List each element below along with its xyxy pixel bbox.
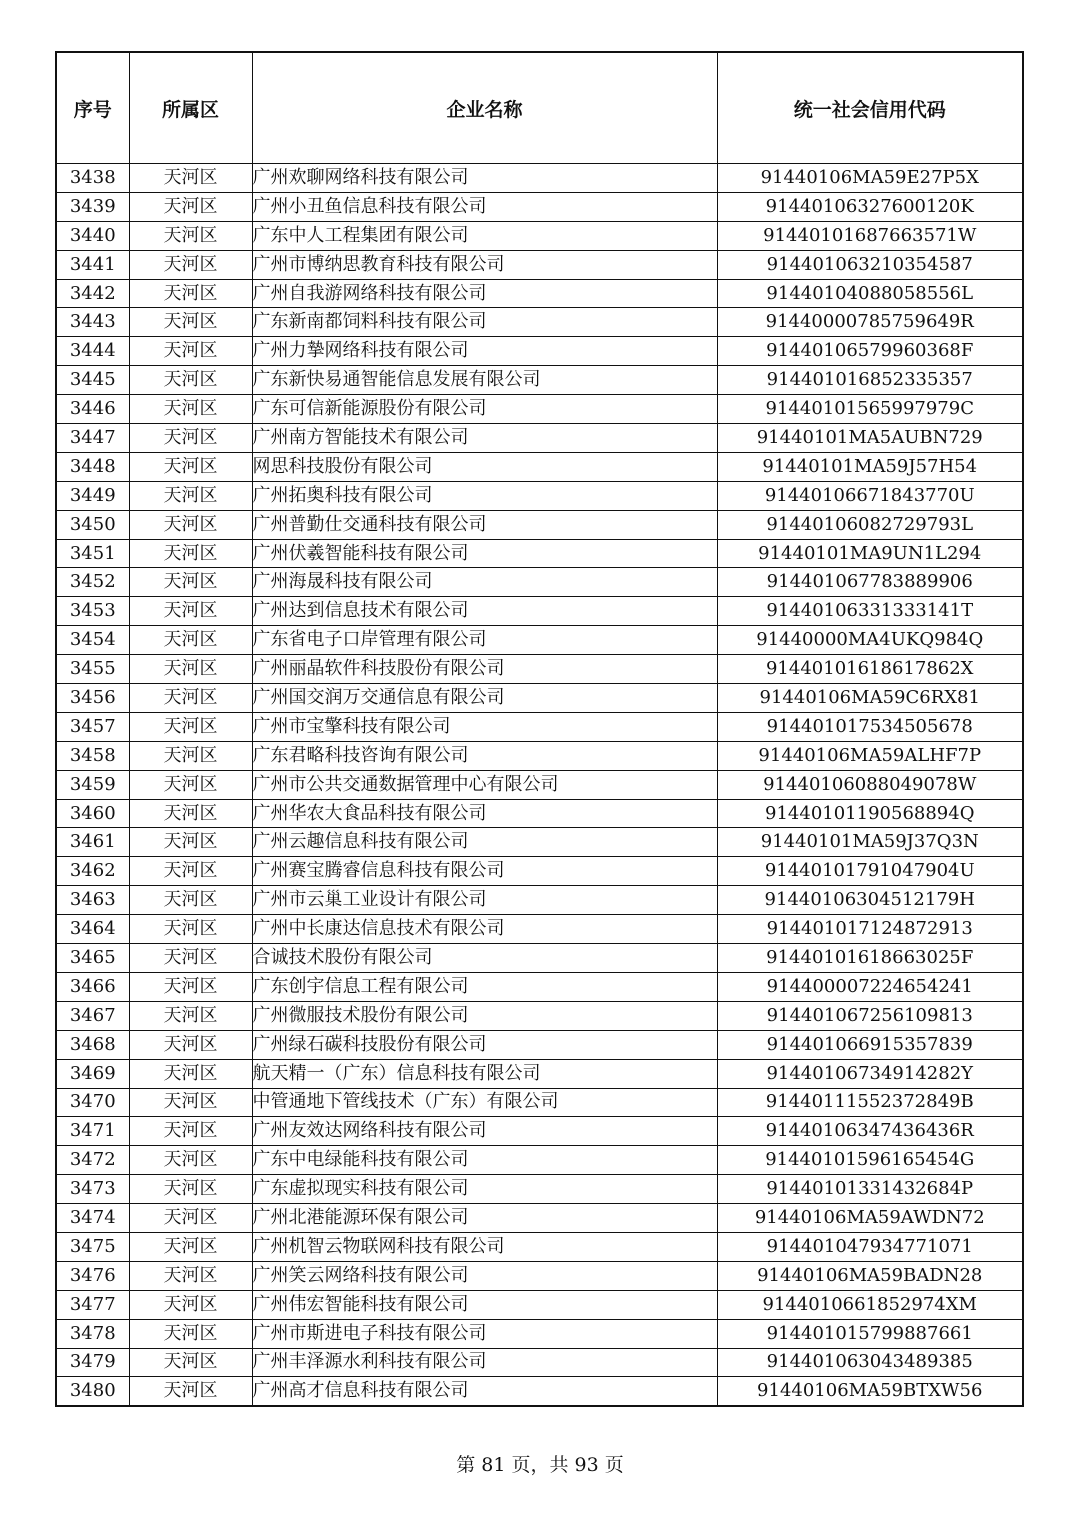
- cell-serial-number: 3470: [56, 1088, 129, 1117]
- cell-district: 天河区: [129, 1030, 252, 1059]
- cell-credit-code: 914401015799887661: [717, 1319, 1023, 1348]
- cell-credit-code: 91440101331432684P: [717, 1175, 1023, 1204]
- cell-district: 天河区: [129, 337, 252, 366]
- cell-company-name: 广州国交润万交通信息有限公司: [252, 684, 717, 713]
- cell-district: 天河区: [129, 1088, 252, 1117]
- table-row: [56, 972, 1023, 1001]
- cell-serial-number: 3449: [56, 481, 129, 510]
- cell-company-name: 广州市博纳思教育科技有限公司: [252, 250, 717, 279]
- cell-credit-code: 91440000785759649R: [717, 308, 1023, 337]
- cell-company-name: 广东中电绿能科技有限公司: [252, 1146, 717, 1175]
- header-company-name: 企业名称: [252, 52, 717, 164]
- table-row: [56, 510, 1023, 539]
- table-row: [56, 1377, 1023, 1406]
- cell-district: 天河区: [129, 972, 252, 1001]
- cell-company-name: 广东中人工程集团有限公司: [252, 221, 717, 250]
- table-row: [56, 626, 1023, 655]
- header-credit-code: 统一社会信用代码: [717, 52, 1023, 164]
- cell-company-name: 航天精一（广东）信息科技有限公司: [252, 1059, 717, 1088]
- cell-company-name: 广州力摯网络科技有限公司: [252, 337, 717, 366]
- cell-district: 天河区: [129, 424, 252, 453]
- cell-district: 天河区: [129, 597, 252, 626]
- table-row: [56, 1232, 1023, 1261]
- cell-company-name: 广州笑云网络科技有限公司: [252, 1261, 717, 1290]
- cell-district: 天河区: [129, 741, 252, 770]
- cell-credit-code: 91440111552372849B: [717, 1088, 1023, 1117]
- cell-serial-number: 3441: [56, 250, 129, 279]
- cell-company-name: 广州伏羲智能科技有限公司: [252, 539, 717, 568]
- cell-credit-code: 91440101791047904U: [717, 857, 1023, 886]
- cell-company-name: 广州自我游网络科技有限公司: [252, 279, 717, 308]
- table-row: [56, 857, 1023, 886]
- cell-company-name: 广东可信新能源股份有限公司: [252, 395, 717, 424]
- cell-company-name: 广州市斯进电子科技有限公司: [252, 1319, 717, 1348]
- cell-district: 天河区: [129, 886, 252, 915]
- cell-credit-code: 91440106321035458​7: [717, 250, 1023, 279]
- table-row: [56, 366, 1023, 395]
- table-row: [56, 1261, 1023, 1290]
- cell-serial-number: 3448: [56, 452, 129, 481]
- cell-serial-number: 3473: [56, 1175, 129, 1204]
- table-row: [56, 1088, 1023, 1117]
- cell-credit-code: 914401047934771071: [717, 1232, 1023, 1261]
- table-row: [56, 684, 1023, 713]
- table-row: [56, 1348, 1023, 1377]
- cell-serial-number: 3439: [56, 192, 129, 221]
- cell-company-name: 广州友效达网络科技有限公司: [252, 1117, 717, 1146]
- cell-credit-code: 91440101190568894Q: [717, 799, 1023, 828]
- cell-credit-code: 91440106082729793L: [717, 510, 1023, 539]
- cell-credit-code: 91440101596165454G: [717, 1146, 1023, 1175]
- cell-credit-code: 91440106671843770U: [717, 481, 1023, 510]
- cell-district: 天河区: [129, 1261, 252, 1290]
- cell-company-name: 广州拓奥科技有限公司: [252, 481, 717, 510]
- cell-serial-number: 3477: [56, 1290, 129, 1319]
- cell-credit-code: 91440106MA59C6RX81: [717, 684, 1023, 713]
- cell-company-name: 合诚技术股份有限公司: [252, 944, 717, 973]
- cell-serial-number: 3476: [56, 1261, 129, 1290]
- cell-district: 天河区: [129, 250, 252, 279]
- cell-credit-code: 91440106304512179H: [717, 886, 1023, 915]
- table-row: [56, 539, 1023, 568]
- cell-district: 天河区: [129, 366, 252, 395]
- table-row: [56, 1117, 1023, 1146]
- table-row: [56, 828, 1023, 857]
- table-row: [56, 337, 1023, 366]
- enterprise-table: [55, 51, 1024, 1407]
- cell-credit-code: 91440106MA59ALHF7P: [717, 741, 1023, 770]
- cell-district: 天河区: [129, 279, 252, 308]
- cell-serial-number: 3471: [56, 1117, 129, 1146]
- cell-district: 天河区: [129, 395, 252, 424]
- cell-district: 天河区: [129, 308, 252, 337]
- cell-district: 天河区: [129, 568, 252, 597]
- table-row: [56, 655, 1023, 684]
- cell-serial-number: 3440: [56, 221, 129, 250]
- cell-credit-code: 914401066915357839: [717, 1030, 1023, 1059]
- table-row: [56, 1290, 1023, 1319]
- table-row: [56, 597, 1023, 626]
- cell-serial-number: 3450: [56, 510, 129, 539]
- cell-district: 天河区: [129, 539, 252, 568]
- cell-company-name: 广东省电子口岸管理有限公司: [252, 626, 717, 655]
- cell-district: 天河区: [129, 1348, 252, 1377]
- table-row: [56, 1059, 1023, 1088]
- header-district: 所属区: [129, 52, 252, 164]
- cell-serial-number: 3455: [56, 655, 129, 684]
- cell-serial-number: 3451: [56, 539, 129, 568]
- cell-credit-code: 91440101MA5AUBN729: [717, 424, 1023, 453]
- table-row: [56, 308, 1023, 337]
- cell-serial-number: 3443: [56, 308, 129, 337]
- cell-credit-code: 91440106579960368F: [717, 337, 1023, 366]
- cell-company-name: 广州欢聊网络科技有限公司: [252, 164, 717, 193]
- table-row: [56, 1001, 1023, 1030]
- cell-company-name: 广东新南都饲料科技有限公司: [252, 308, 717, 337]
- table-row: [56, 741, 1023, 770]
- table-row: [56, 452, 1023, 481]
- cell-credit-code: 91440106MA59BADN28: [717, 1261, 1023, 1290]
- cell-serial-number: 3461: [56, 828, 129, 857]
- cell-serial-number: 3444: [56, 337, 129, 366]
- cell-credit-code: 914401063043489385: [717, 1348, 1023, 1377]
- cell-district: 天河区: [129, 944, 252, 973]
- cell-serial-number: 3456: [56, 684, 129, 713]
- cell-company-name: 广州中长康达信息技术有限公司: [252, 915, 717, 944]
- cell-company-name: 广州华农大食品科技有限公司: [252, 799, 717, 828]
- cell-serial-number: 3462: [56, 857, 129, 886]
- cell-serial-number: 3453: [56, 597, 129, 626]
- cell-credit-code: 91440106734914282Y: [717, 1059, 1023, 1088]
- cell-credit-code: 914401017124872913: [717, 915, 1023, 944]
- cell-serial-number: 3479: [56, 1348, 129, 1377]
- table-row: [56, 886, 1023, 915]
- cell-serial-number: 3478: [56, 1319, 129, 1348]
- cell-company-name: 广州丽晶软件科技股份有限公司: [252, 655, 717, 684]
- cell-company-name: 广州达到信息技术有限公司: [252, 597, 717, 626]
- cell-serial-number: 3459: [56, 770, 129, 799]
- cell-district: 天河区: [129, 164, 252, 193]
- cell-company-name: 广州海晟科技有限公司: [252, 568, 717, 597]
- cell-district: 天河区: [129, 915, 252, 944]
- cell-district: 天河区: [129, 1059, 252, 1088]
- cell-company-name: 广州微服技术股份有限公司: [252, 1001, 717, 1030]
- cell-serial-number: 3463: [56, 886, 129, 915]
- table-row: [56, 944, 1023, 973]
- cell-credit-code: 91440106MA59AWDN72: [717, 1204, 1023, 1233]
- cell-company-name: 广州普勤仕交通科技有限公司: [252, 510, 717, 539]
- header-serial-number: 序号: [56, 52, 129, 164]
- cell-company-name: 广州丰泽源水利科技有限公司: [252, 1348, 717, 1377]
- cell-company-name: 广州市云巢工业设计有限公司: [252, 886, 717, 915]
- cell-serial-number: 3458: [56, 741, 129, 770]
- cell-serial-number: 3447: [56, 424, 129, 453]
- cell-credit-code: 9144010661852974XM: [717, 1290, 1023, 1319]
- table-row: [56, 1030, 1023, 1059]
- cell-credit-code: 91440101MA9UN1L294: [717, 539, 1023, 568]
- cell-credit-code: 914401067783889906: [717, 568, 1023, 597]
- cell-credit-code: 91440106MA59BTXW56: [717, 1377, 1023, 1406]
- cell-company-name: 广东创宇信息工程有限公司: [252, 972, 717, 1001]
- cell-serial-number: 3452: [56, 568, 129, 597]
- cell-district: 天河区: [129, 1204, 252, 1233]
- cell-district: 天河区: [129, 1001, 252, 1030]
- cell-serial-number: 3474: [56, 1204, 129, 1233]
- cell-serial-number: 3457: [56, 712, 129, 741]
- cell-serial-number: 3454: [56, 626, 129, 655]
- table-row: [56, 915, 1023, 944]
- cell-credit-code: 914401067256109813: [717, 1001, 1023, 1030]
- cell-company-name: 网思科技股份有限公司: [252, 452, 717, 481]
- cell-company-name: 广州机智云物联网科技有限公司: [252, 1232, 717, 1261]
- cell-credit-code: 91440101MA59J57H54: [717, 452, 1023, 481]
- cell-serial-number: 3475: [56, 1232, 129, 1261]
- cell-district: 天河区: [129, 828, 252, 857]
- cell-company-name: 广东新快易通智能信息发展有限公司: [252, 366, 717, 395]
- table-header-row: [56, 52, 1023, 164]
- table-row: [56, 164, 1023, 193]
- cell-company-name: 广州市公共交通数据管理中心有限公司: [252, 770, 717, 799]
- table-row: [56, 770, 1023, 799]
- cell-district: 天河区: [129, 1146, 252, 1175]
- cell-credit-code: 91440101687663571W: [717, 221, 1023, 250]
- cell-serial-number: 3467: [56, 1001, 129, 1030]
- cell-district: 天河区: [129, 626, 252, 655]
- cell-credit-code: 91440000MA4UKQ984Q: [717, 626, 1023, 655]
- cell-credit-code: 91440106347436436R: [717, 1117, 1023, 1146]
- cell-credit-code: 91440101618663025F: [717, 944, 1023, 973]
- cell-district: 天河区: [129, 684, 252, 713]
- cell-credit-code: 91440104088058556L: [717, 279, 1023, 308]
- cell-district: 天河区: [129, 770, 252, 799]
- cell-district: 天河区: [129, 1117, 252, 1146]
- cell-serial-number: 3480: [56, 1377, 129, 1406]
- cell-serial-number: 3460: [56, 799, 129, 828]
- cell-serial-number: 3465: [56, 944, 129, 973]
- cell-credit-code: 914401017534505678: [717, 712, 1023, 741]
- cell-company-name: 广州云趣信息科技有限公司: [252, 828, 717, 857]
- cell-district: 天河区: [129, 1232, 252, 1261]
- cell-company-name: 广州市宝擎科技有限公司: [252, 712, 717, 741]
- table-row: [56, 250, 1023, 279]
- cell-credit-code: 91440106MA59E27P5X: [717, 164, 1023, 193]
- cell-credit-code: 91440106327600120K: [717, 192, 1023, 221]
- cell-serial-number: 3445: [56, 366, 129, 395]
- cell-credit-code: 91440101MA59J37Q3N: [717, 828, 1023, 857]
- table-row: [56, 568, 1023, 597]
- table-row: [56, 1175, 1023, 1204]
- cell-district: 天河区: [129, 221, 252, 250]
- cell-credit-code: 914401016852335357: [717, 366, 1023, 395]
- cell-company-name: 广州北港能源环保有限公司: [252, 1204, 717, 1233]
- table-row: [56, 192, 1023, 221]
- table-row: [56, 481, 1023, 510]
- cell-district: 天河区: [129, 452, 252, 481]
- cell-serial-number: 3472: [56, 1146, 129, 1175]
- cell-company-name: 中管通地下管线技术（广东）有限公司: [252, 1088, 717, 1117]
- cell-district: 天河区: [129, 655, 252, 684]
- cell-credit-code: 91440101565997979C: [717, 395, 1023, 424]
- table-row: [56, 424, 1023, 453]
- cell-district: 天河区: [129, 510, 252, 539]
- cell-district: 天河区: [129, 481, 252, 510]
- cell-serial-number: 3442: [56, 279, 129, 308]
- cell-serial-number: 3446: [56, 395, 129, 424]
- cell-company-name: 广州赛宝腾睿信息科技有限公司: [252, 857, 717, 886]
- cell-serial-number: 3469: [56, 1059, 129, 1088]
- table-row: [56, 712, 1023, 741]
- table-row: [56, 279, 1023, 308]
- table-row: [56, 395, 1023, 424]
- cell-district: 天河区: [129, 857, 252, 886]
- table-row: [56, 1319, 1023, 1348]
- cell-company-name: 广东君略科技咨询有限公司: [252, 741, 717, 770]
- cell-serial-number: 3466: [56, 972, 129, 1001]
- cell-district: 天河区: [129, 799, 252, 828]
- cell-serial-number: 3464: [56, 915, 129, 944]
- cell-credit-code: 91440106331333141T: [717, 597, 1023, 626]
- cell-credit-code: 914400007224654241: [717, 972, 1023, 1001]
- table-row: [56, 1204, 1023, 1233]
- table-row: [56, 1146, 1023, 1175]
- cell-company-name: 广州高才信息科技有限公司: [252, 1377, 717, 1406]
- table-row: [56, 221, 1023, 250]
- cell-credit-code: 91440106088049078W: [717, 770, 1023, 799]
- table-row: [56, 799, 1023, 828]
- cell-district: 天河区: [129, 1290, 252, 1319]
- cell-company-name: 广州绿石碳科技股份有限公司: [252, 1030, 717, 1059]
- cell-district: 天河区: [129, 192, 252, 221]
- cell-company-name: 广州小丑鱼信息科技有限公司: [252, 192, 717, 221]
- cell-district: 天河区: [129, 712, 252, 741]
- cell-credit-code: 91440101618617862X: [717, 655, 1023, 684]
- cell-company-name: 广东虚拟现实科技有限公司: [252, 1175, 717, 1204]
- cell-serial-number: 3468: [56, 1030, 129, 1059]
- page-number: 第 81 页，共 93 页: [456, 1454, 624, 1476]
- cell-company-name: 广州南方智能技术有限公司: [252, 424, 717, 453]
- cell-district: 天河区: [129, 1175, 252, 1204]
- cell-serial-number: 3438: [56, 164, 129, 193]
- cell-company-name: 广州伟宏智能科技有限公司: [252, 1290, 717, 1319]
- cell-district: 天河区: [129, 1319, 252, 1348]
- cell-district: 天河区: [129, 1377, 252, 1406]
